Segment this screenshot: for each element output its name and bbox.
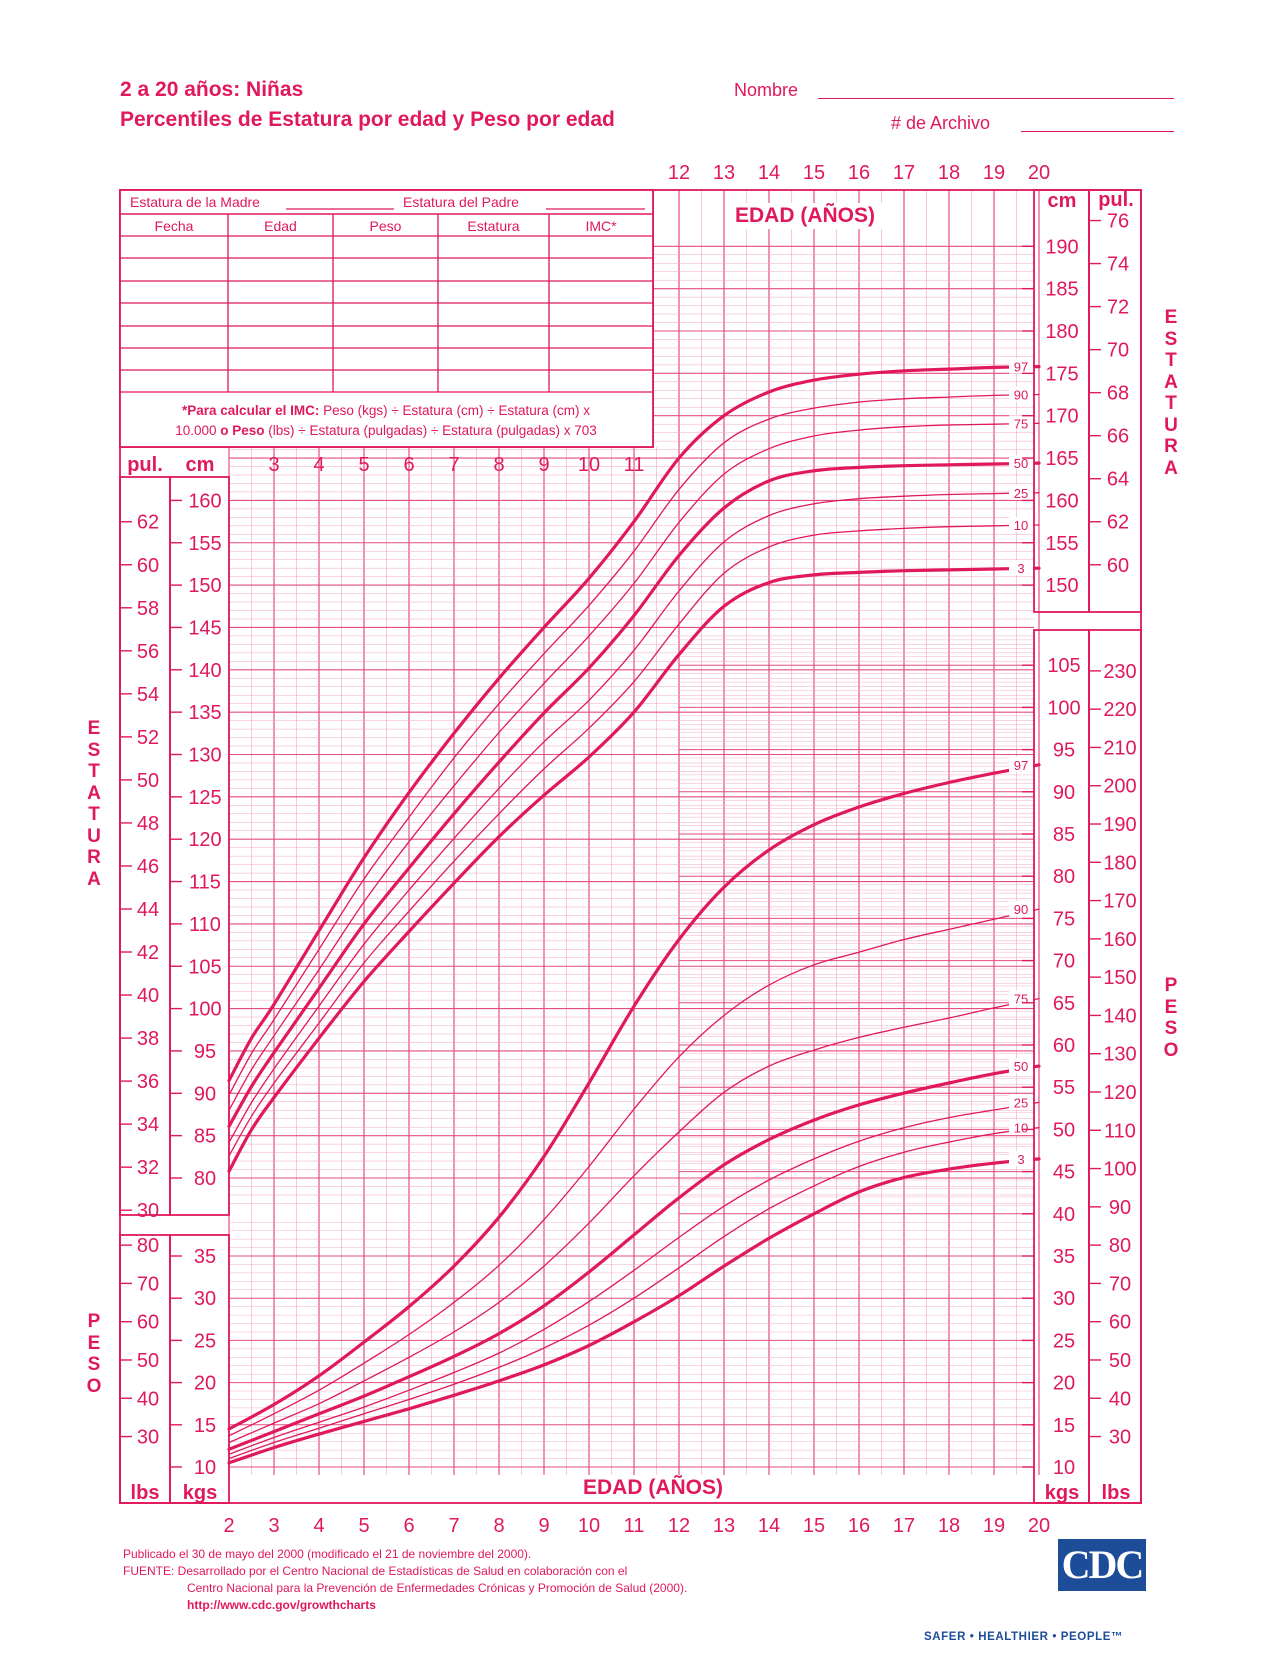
- age-tick-top: 12: [667, 162, 691, 184]
- cdc-logo: CDC: [1058, 1539, 1146, 1591]
- weight-lb-tick-right: 80: [1108, 1235, 1132, 1258]
- weight-side-text-right: PESO: [1163, 975, 1179, 1061]
- axis-frame: [1089, 630, 1141, 1503]
- age-tick-bottom: 12: [667, 1515, 691, 1537]
- weight-lb-tick-right: 50: [1108, 1349, 1132, 1372]
- age-tick-mid: 3: [268, 454, 280, 476]
- age-tick-top: 20: [1027, 162, 1051, 184]
- footer-published: Publicado el 30 de mayo del 2000 (modificado el 21 de noviembre del 2000).: [123, 1547, 532, 1561]
- stature-in-tick-right: 66: [1106, 425, 1130, 448]
- footer-url[interactable]: http://www.cdc.gov/growthcharts: [187, 1598, 376, 1612]
- stature-cm-tick-left: 150: [188, 575, 222, 598]
- age-tick-mid: 5: [358, 454, 370, 476]
- record-label: # de Archivo: [891, 113, 991, 133]
- weight-lb-tick-right: 230: [1103, 660, 1137, 683]
- age-tick-mid: 7: [448, 454, 460, 476]
- stature-cm-tick-right: 180: [1045, 321, 1079, 343]
- age-tick-mid: 11: [623, 454, 645, 476]
- stature-in-tick-left: 40: [136, 985, 160, 1008]
- weight-kg-tick-left: 35: [193, 1246, 217, 1268]
- stature-in-tick-left: 60: [136, 554, 160, 577]
- age-tick-bottom: 15: [802, 1515, 826, 1537]
- weight-lb-tick-right: 120: [1103, 1081, 1137, 1104]
- bmi-note-line2: 10.000 o Peso (lbs) ÷ Estatura (pulgadas) ÷ Estatura (pulgadas) x 703: [175, 423, 597, 438]
- weight-percentile-label: 3: [1017, 1151, 1025, 1167]
- weight-kg-tick-right: 90: [1052, 781, 1076, 804]
- weight-lb-tick-right: 190: [1103, 814, 1137, 837]
- weight-kg-tick-right: 80: [1052, 866, 1076, 889]
- stature-cm-tick-right: 175: [1045, 363, 1079, 386]
- stature-cm-tick-left: 115: [189, 871, 221, 894]
- table-header-2: Peso: [369, 218, 402, 234]
- weight-lb-tick-left: 40: [136, 1388, 160, 1411]
- weight-percentile-label: 50: [1013, 1059, 1029, 1075]
- age-tick-bottom: 13: [712, 1515, 736, 1537]
- weight-lb-tick-right: 60: [1108, 1311, 1132, 1334]
- age-tick-bottom: 16: [847, 1515, 871, 1537]
- table-header-1: Edad: [264, 218, 297, 234]
- unit-kg-right: kgs: [1044, 1482, 1080, 1504]
- stature-cm-tick-right: 165: [1045, 448, 1079, 471]
- weight-kg-tick-left: 15: [193, 1414, 217, 1437]
- stature-in-tick-right: 64: [1106, 468, 1130, 491]
- age-tick-top: 19: [982, 162, 1006, 184]
- age-tick-bottom: 7: [448, 1515, 460, 1537]
- weight-lb-tick-right: 200: [1103, 775, 1137, 798]
- weight-percentile-label: 25: [1013, 1095, 1029, 1111]
- age-tick-bottom: 2: [223, 1515, 235, 1537]
- stature-in-tick-right: 68: [1106, 382, 1130, 405]
- stature-cm-tick-left: 110: [189, 913, 221, 936]
- age-tick-bottom: 9: [538, 1515, 550, 1537]
- stature-cm-tick-left: 125: [188, 786, 222, 809]
- age-axis-label-bottom: EDAD (AÑOS): [583, 1476, 723, 1499]
- record-table: [120, 190, 653, 447]
- weight-kg-tick-right: 70: [1052, 950, 1076, 973]
- weight-kg-tick-right: 100: [1047, 697, 1081, 720]
- weight-kg-tick-right: 25: [1052, 1330, 1076, 1353]
- weight-lb-tick-right: 40: [1108, 1388, 1132, 1411]
- stature-cm-tick-left: 95: [193, 1040, 217, 1063]
- stature-percentile-label: 97: [1013, 359, 1029, 375]
- father-stature-label: Estatura del Padre: [403, 194, 519, 210]
- name-label: Nombre: [734, 80, 799, 100]
- weight-kg-tick-right: 35: [1052, 1246, 1076, 1268]
- stature-in-tick-left: 44: [136, 898, 160, 921]
- stature-percentile-label: 50: [1013, 456, 1029, 472]
- table-header-3: Estatura: [467, 218, 520, 234]
- weight-lb-tick-right: 100: [1103, 1158, 1137, 1181]
- stature-percentile-label: 3: [1017, 561, 1025, 577]
- weight-percentile-label: 90: [1013, 902, 1029, 918]
- mother-stature-label: Estatura de la Madre: [130, 194, 260, 210]
- stature-in-tick-left: 50: [136, 769, 160, 792]
- weight-lb-tick-right: 110: [1104, 1120, 1136, 1143]
- weight-lb-tick-right: 30: [1108, 1426, 1132, 1449]
- stature-cm-tick-left: 105: [188, 956, 222, 979]
- age-tick-bottom: 8: [493, 1515, 505, 1537]
- weight-lb-tick-right: 210: [1103, 737, 1137, 760]
- stature-cm-tick-left: 85: [193, 1125, 217, 1148]
- age-tick-mid: 6: [403, 454, 415, 476]
- stature-cm-tick-left: 140: [188, 659, 222, 682]
- stature-cm-tick-right: 150: [1045, 575, 1079, 598]
- weight-lb-tick-right: 220: [1103, 699, 1137, 722]
- stature-in-tick-left: 46: [136, 855, 160, 878]
- age-tick-top: 15: [802, 162, 826, 184]
- unit-in-right: pul.: [1098, 189, 1134, 211]
- age-tick-bottom: 5: [358, 1515, 370, 1537]
- weight-lb-tick-left: 60: [136, 1311, 160, 1334]
- age-tick-bottom: 20: [1027, 1515, 1051, 1537]
- footer-source-cont: Centro Nacional para la Prevención de Enfermedades Crónicas y Promoción de Salud (2000).: [187, 1581, 688, 1595]
- footer-source: FUENTE: Desarrollado por el Centro Nacional de Estadísticas de Salud en colaboración con el: [123, 1564, 628, 1578]
- age-tick-top: 17: [892, 162, 916, 184]
- weight-lb-tick-right: 180: [1103, 852, 1137, 875]
- axis-frame: [120, 477, 170, 1215]
- weight-lb-tick-right: 160: [1103, 928, 1137, 951]
- stature-in-tick-left: 52: [136, 726, 160, 749]
- age-tick-bottom: 18: [937, 1515, 961, 1537]
- age-tick-top: 18: [937, 162, 961, 184]
- age-tick-bottom: 11: [623, 1515, 645, 1537]
- weight-lb-tick-right: 140: [1103, 1005, 1137, 1028]
- weight-percentile-label: 10: [1013, 1120, 1029, 1136]
- stature-in-tick-right: 76: [1106, 210, 1130, 233]
- table-header-4: IMC*: [585, 218, 617, 234]
- weight-kg-tick-right: 60: [1052, 1035, 1076, 1057]
- age-tick-mid: 8: [493, 454, 505, 476]
- weight-kg-tick-right: 10: [1052, 1457, 1076, 1479]
- unit-in-left: pul.: [127, 454, 163, 476]
- weight-lb-tick-left: 50: [136, 1349, 160, 1372]
- weight-lb-tick-right: 70: [1108, 1273, 1132, 1296]
- stature-percentile-label: 25: [1013, 485, 1029, 501]
- stature-cm-tick-right: 185: [1045, 278, 1079, 301]
- chart-subtitle: Percentiles de Estatura por edad y Peso por edad: [120, 108, 615, 131]
- weight-kg-tick-right: 40: [1052, 1203, 1076, 1226]
- weight-percentile-label: 75: [1013, 991, 1029, 1007]
- stature-cm-tick-left: 135: [188, 702, 222, 725]
- cdc-tagline: SAFER • HEALTHIER • PEOPLE™: [924, 1631, 1124, 1643]
- stature-cm-tick-left: 155: [188, 532, 222, 555]
- age-tick-bottom: 19: [982, 1515, 1006, 1537]
- bmi-note-line1: *Para calcular el IMC: Peso (kgs) ÷ Estatura (cm) ÷ Estatura (cm) x: [182, 403, 590, 418]
- stature-side-text: ESTATURA: [87, 718, 101, 890]
- weight-lb-tick-left: 30: [136, 1426, 160, 1449]
- weight-kg-tick-right: 30: [1052, 1288, 1076, 1311]
- stature-in-tick-left: 62: [136, 511, 160, 534]
- stature-in-tick-left: 56: [136, 640, 160, 663]
- unit-cm-right: cm: [1047, 190, 1077, 212]
- stature-cm-tick-right: 155: [1045, 532, 1079, 555]
- stature-cm-tick-left: 145: [188, 617, 222, 640]
- table-header-0: Fecha: [154, 218, 194, 234]
- weight-kg-tick-left: 25: [193, 1330, 217, 1353]
- weight-lb-tick-right: 90: [1108, 1196, 1132, 1219]
- age-tick-top: 16: [847, 162, 871, 184]
- stature-in-tick-right: 74: [1106, 253, 1130, 276]
- weight-kg-tick-right: 105: [1047, 655, 1081, 678]
- stature-cm-tick-right: 190: [1045, 236, 1079, 259]
- weight-percentile-label: 97: [1013, 757, 1029, 773]
- age-tick-mid: 4: [313, 454, 325, 476]
- stature-cm-tick-left: 80: [193, 1168, 217, 1190]
- stature-in-tick-left: 32: [136, 1157, 160, 1180]
- stature-cm-tick-left: 130: [188, 744, 222, 767]
- stature-in-tick-left: 58: [136, 597, 160, 620]
- stature-in-tick-left: 38: [136, 1028, 160, 1051]
- weight-kg-tick-left: 20: [193, 1372, 217, 1395]
- weight-kg-tick-right: 55: [1052, 1077, 1076, 1100]
- stature-cm-tick-right: 170: [1045, 405, 1079, 428]
- weight-side-text: PESO: [86, 1311, 102, 1397]
- stature-side-text-right: ESTATURA: [1164, 307, 1178, 479]
- weight-lb-tick-left: 70: [136, 1273, 160, 1296]
- weight-kg-tick-left: 30: [193, 1288, 217, 1311]
- age-tick-mid: 9: [538, 454, 550, 476]
- stature-in-tick-right: 72: [1106, 296, 1130, 319]
- stature-in-tick-left: 42: [136, 942, 160, 965]
- age-tick-bottom: 17: [892, 1515, 916, 1537]
- weight-kg-tick-left: 10: [193, 1457, 217, 1479]
- unit-lb-left: lbs: [130, 1482, 160, 1504]
- stature-in-tick-left: 34: [136, 1114, 160, 1137]
- weight-kg-tick-right: 45: [1052, 1161, 1076, 1184]
- weight-lb-tick-right: 150: [1103, 967, 1137, 990]
- unit-kg-left: kgs: [182, 1482, 218, 1504]
- age-tick-mid: 10: [577, 454, 601, 476]
- stature-percentile-label: 90: [1013, 387, 1029, 403]
- stature-in-tick-right: 70: [1106, 339, 1130, 362]
- age-tick-top: 13: [712, 162, 736, 184]
- weight-kg-tick-right: 50: [1052, 1119, 1076, 1142]
- stature-cm-tick-right: 160: [1045, 490, 1079, 513]
- weight-kg-tick-right: 15: [1052, 1414, 1076, 1437]
- weight-kg-tick-right: 75: [1052, 908, 1076, 931]
- age-tick-bottom: 3: [268, 1515, 280, 1537]
- stature-in-tick-right: 60: [1106, 554, 1130, 577]
- weight-kg-tick-right: 20: [1052, 1372, 1076, 1395]
- weight-lb-tick-left: 80: [136, 1235, 160, 1258]
- stature-cm-tick-left: 120: [188, 829, 222, 852]
- stature-cm-tick-left: 100: [188, 998, 222, 1021]
- stature-percentile-label: 75: [1013, 416, 1029, 432]
- stature-in-tick-left: 30: [136, 1200, 160, 1223]
- stature-in-tick-left: 54: [136, 683, 160, 706]
- age-axis-label-top: EDAD (AÑOS): [735, 204, 875, 227]
- weight-kg-tick-right: 65: [1052, 992, 1076, 1015]
- stature-in-tick-left: 48: [136, 812, 160, 835]
- age-tick-bottom: 6: [403, 1515, 415, 1537]
- stature-percentile-label: 10: [1013, 517, 1029, 533]
- unit-cm-left: cm: [185, 454, 215, 476]
- age-tick-bottom: 10: [577, 1515, 601, 1537]
- stature-in-tick-left: 36: [136, 1071, 160, 1094]
- weight-lb-tick-right: 130: [1103, 1043, 1137, 1066]
- weight-kg-tick-right: 85: [1052, 824, 1076, 846]
- chart-title: 2 a 20 años: Niñas: [120, 78, 304, 101]
- weight-lb-tick-right: 170: [1103, 890, 1137, 913]
- age-tick-bottom: 4: [313, 1515, 325, 1537]
- age-tick-top: 14: [757, 162, 781, 184]
- weight-kg-tick-right: 95: [1052, 739, 1076, 762]
- stature-in-tick-right: 62: [1106, 511, 1130, 534]
- unit-lb-right: lbs: [1101, 1482, 1131, 1504]
- age-tick-bottom: 14: [757, 1515, 781, 1537]
- stature-cm-tick-left: 90: [193, 1083, 217, 1106]
- stature-cm-tick-left: 160: [188, 490, 222, 513]
